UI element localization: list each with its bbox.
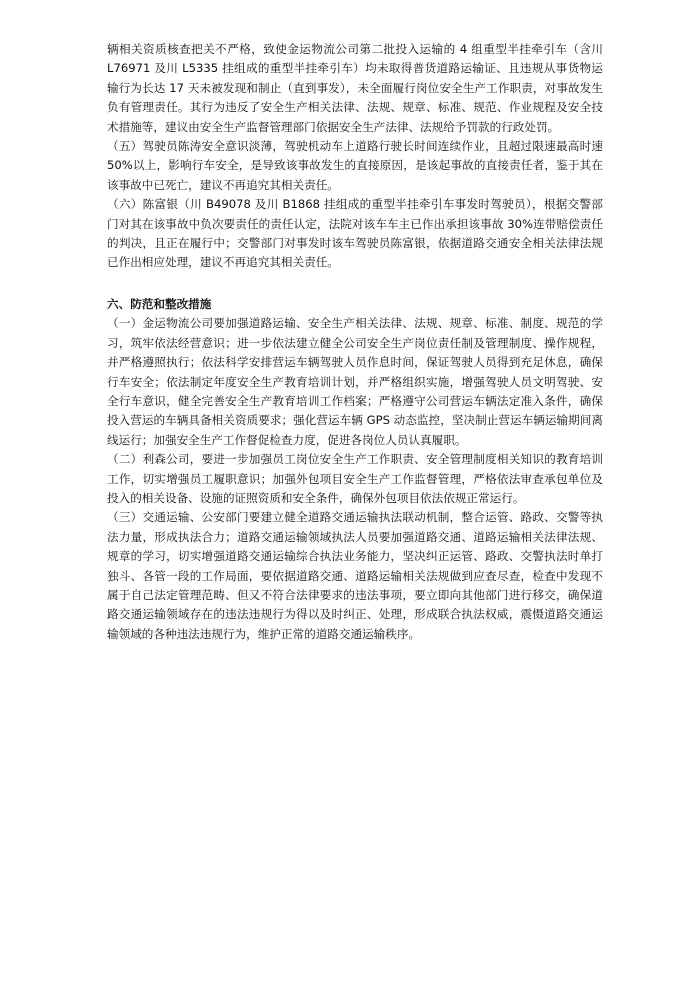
paragraph-driver-chen-tao: （五）驾驶员陈涛安全意识淡薄，驾驶机动车上道路行驶长时间连续作业，且超过限速最高时速 50%以上，影响行车安全，是导致该事故发生的直接原因，是该起事故的直接责任者，鉴于其在该事故中已死亡，建议不再追究其相关责任。 [107, 139, 603, 192]
paragraph-measure-jinyun: （一）金运物流公司要加强道路运输、安全生产相关法律、法规、规章、标准、制度、规范的学习，筑牢依法经营意识；进一步依法建立健全公司安全生产岗位责任制及管理制度、操作规程，并严格遵照执行；依法科学安排营运车辆驾驶人员作息时间，保证驾驶人员得到充足休息，确保行车安全；依法制定年度安全生产教育培训计划，并严格组织实施，增强驾驶人员文明驾驶、安全行车意识，健全完善安全生产教育培训工作档案；严格遵守公司营运车辆法定准入条件，确保投入营运的车辆具备相关资质要求；强化营运车辆 GPS 动态监控，坚决制止营运车辆运输期间离线运行；加强安全生产工作督促检查力度，促进各岗位人员认真履职。 [107, 316, 603, 447]
paragraph-management-responsibility: 辆相关资质核查把关不严格，致使金运物流公司第二批投入运输的 4 组重型半挂牵引车（含川 L76971 及川 L5335 挂组成的重型半挂牵引车）均未取得普货道路运输证、且违规从事货物运输行为长达 17 天未被发现和制止（直到事发），未全面履行岗位安全生产工作职责，对事故发生负有管理责任。其行为违反了安全生产相关法律、法规、规章、标准、规范、作业规程及安全技术措施等，建议由安全生产监督管理部门依据安全生产法律、法规给予罚款的行政处罚。 [107, 42, 603, 134]
document-page [107, 40, 603, 644]
paragraph-measure-lisen: （二）利森公司，要进一步加强员工岗位安全生产工作职责、安全管理制度相关知识的教育培训工作，切实增强员工履职意识；加强外包项目安全生产工作监督管理，严格依法审查承包单位及投入的相关设备、设施的证照资质和安全条件，确保外包项目依法依规正常运行。 [107, 452, 603, 505]
section-heading: 六、防范和整改措施 [107, 296, 212, 311]
paragraph-driver-chen-fuyin: （六）陈富银（川 B49078 及川 B1868 挂组成的重型半挂牵引车事发时驾驶员），根据交警部门对其在该事故中负次要责任的责任认定，法院对该车车主已作出承担该事故 30%连带赔偿责任的判决，且正在履行中；交警部门对事发时该车驾驶员陈富银，依据道路交通安全相关法律法规已作出相应处理，建议不再追究其相关责任。 [107, 197, 603, 270]
paragraph-measure-departments: （三）交通运输、公安部门要建立健全道路交通运输执法联动机制，整合运管、路政、交警等执法力量，形成执法合力；道路交通运输领域执法人员要加强道路交通、道路运输相关法律法规、规章的学习，切实增强道路交通运输综合执法业务能力，坚决纠正运管、路政、交警执法时单打独斗、各管一段的工作局面，要依据道路交通、道路运输相关法规做到应查尽查，检查中发现不属于自己法定管理范畴、但又不符合法律要求的违法事项，要立即向其他部门进行移交，确保道路交通运输领域存在的违法违规行为得以及时纠正、处理，形成联合执法权威，震慑道路交通运输领域的各种违法违规行为，维护正常的道路交通运输秩序。 [107, 510, 603, 641]
